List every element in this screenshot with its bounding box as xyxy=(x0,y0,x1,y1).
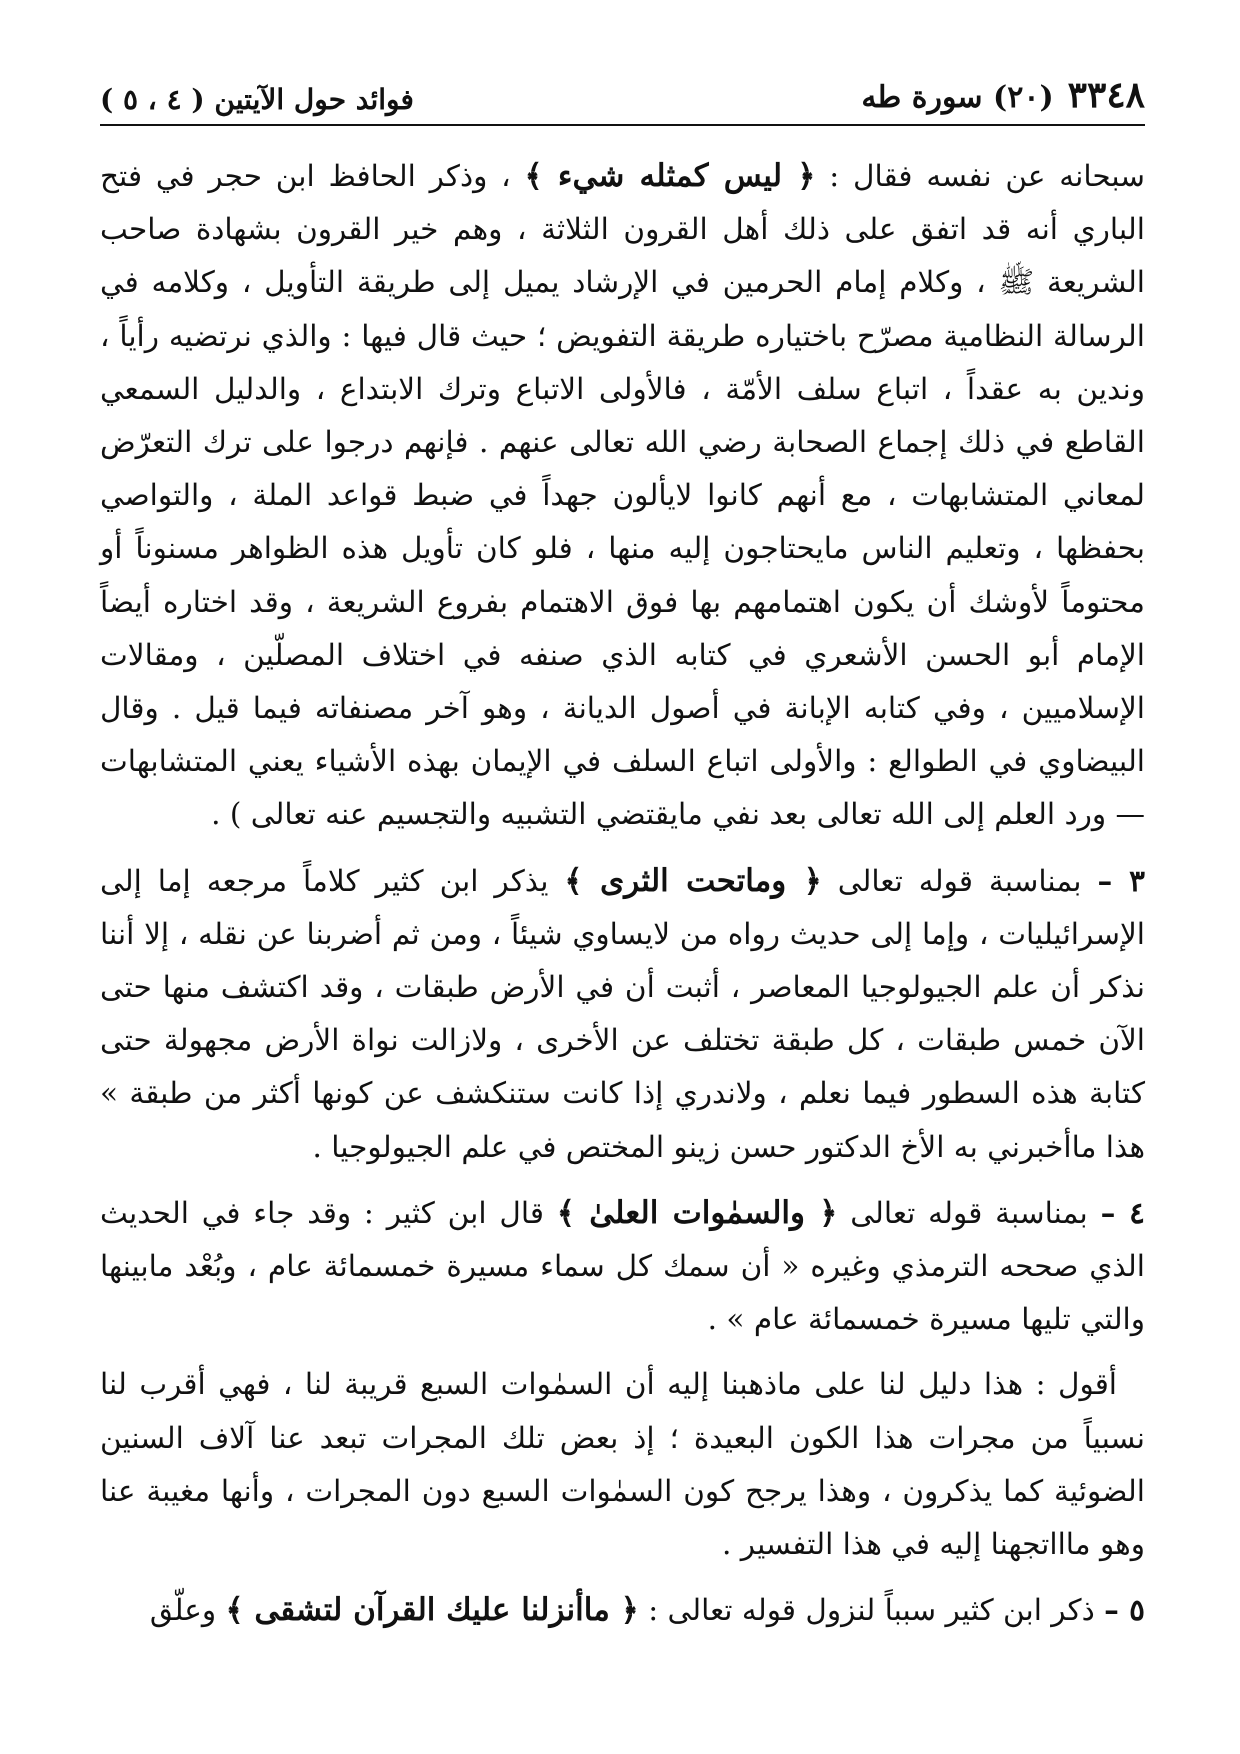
header-right-group xyxy=(861,74,1145,116)
paragraph-continuation xyxy=(100,150,1145,842)
paragraph-point-5 xyxy=(100,1583,1145,1637)
paragraph-text: يذكر ابن كثير كلاماً مرجعه إما إلى الإسرائيليات ، وإما إلى حديث رواه من لايساوي شيئاً ، ومن ثم أضربنا عن نقله ، إلا أننا نذكر أن علم الجيولوجيا المعاصر ، أثبت أن في الأرض طبقات ، وقد اكتشف منها حتى الآن خمس طبقات ، كل طبقة تختلف عن الأخرى ، ولازالت نواة الأرض مجهولة حتى كتابة هذه السطور فيما نعلم ، ولاندري إذا كانت ستنكشف عن كونها أكثر من طبقة » هذا ماأخبرني به الأخ الدكتور حسن زينو المختص في علم الجيولوجيا . xyxy=(100,863,1145,1164)
point-number: ٤ – xyxy=(1100,1194,1145,1230)
running-header xyxy=(100,56,1145,126)
section-title: فوائد حول الآيتين ( ٤ ، ٥ ) xyxy=(100,83,414,116)
surah-title: (٢٠) سورة طه xyxy=(861,80,1054,115)
paragraph-point-3 xyxy=(100,854,1145,1174)
paragraph-text: سبحانه عن نفسه فقال : xyxy=(815,159,1145,193)
point-number: ٥ – xyxy=(1104,1592,1145,1628)
paragraph-text: بمناسبة قوله تعالى xyxy=(837,1195,1101,1230)
quran-verse: ﴿ ليس كمثله شيء ﴾ xyxy=(524,158,816,194)
quran-verse: ﴿ والسمٰوات العلىٰ ﴾ xyxy=(556,1194,838,1231)
paragraph-commentary xyxy=(100,1358,1145,1571)
paragraph-text: بمناسبة قوله تعالى xyxy=(821,863,1098,898)
body-text xyxy=(100,150,1145,1649)
paragraph-point-4 xyxy=(100,1186,1145,1347)
page-number: ٣٣٤٨ xyxy=(1067,74,1145,116)
paragraph-text: ، وذكر الحافظ ابن حجر في فتح الباري أنه قد اتفق على ذلك أهل القرون الثلاثة ، وهم خير القرون بشهادة صاحب الشريعة ﷺ ، وكلام إمام الحرمين في الإرشاد يميل إلى طريقة التأويل ، وكلامه في الرسالة النظامية مصرّح باختياره طريقة التفويض ؛ حيث قال فيها : والذي نرتضيه رأياً ، وندين به عقداً ، اتباع سلف الأمّة ، فالأولى الاتباع وترك الابتداع ، والدليل السمعي القاطع في ذلك إجماع الصحابة رضي الله تعالى عنهم . فإنهم درجوا على ترك التعرّض لمعاني المتشابهات ، مع أنهم كانوا لايألون جهداً في ضبط قواعد الملة ، والتواصي بحفظها ، وتعليم الناس مايحتاجون إليه منها ، فلو كان تأويل هذه الظواهر مسنوناً أو محتوماً لأوشك أن يكون اهتمامهم بها فوق الاهتمام بفروع الشريعة ، وقد اختاره أيضاً الإمام أبو الحسن الأشعري في كتابه الذي صنفه في اختلاف المصلّين ، ومقالات الإسلاميين ، وفي كتابه الإبانة في أصول الديانة ، وهو آخر مصنفاته فيما قيل . وقال البيضاوي في الطوالع : والأولى اتباع السلف في الإيمان بهذه الأشياء يعني المتشابهات — ورد العلم إلى الله تعالى بعد نفي مايقتضي التشبيه والتجسيم عنه تعالى ) . xyxy=(100,159,1145,832)
quran-verse: ﴿ وماتحت الثرى ﴾ xyxy=(564,862,822,899)
quran-verse: ﴿ ماأنزلنا عليك القرآن لتشقى ﴾ xyxy=(225,1592,639,1629)
paragraph-text: ذكر ابن كثير سبباً لنزول قوله تعالى : xyxy=(638,1593,1105,1628)
point-number: ٣ – xyxy=(1097,862,1145,898)
paragraph-text: أقول : هذا دليل لنا على ماذهبنا إليه أن السمٰوات السبع قريبة لنا ، فهي أقرب لنا نسبياً من مجرات هذا الكون البعيدة ؛ إذ بعض تلك المجرات تبعد عنا آلاف السنين الضوئية كما يذكرون ، وهذا يرجح كون السمٰوات السبع دون المجرات ، وأنها مغيبة عنا وهو ماااتجهنا إليه في هذا التفسير . xyxy=(100,1367,1145,1562)
paragraph-text: وعلّق xyxy=(149,1593,226,1628)
paragraph-text: قال ابن كثير : وقد جاء في الحديث الذي صححه الترمذي وغيره « أن سمك كل سماء مسيرة خمسمائة عام ، وبُعْد مابينها والتي تليها مسيرة خمسمائة عام » . xyxy=(100,1195,1145,1337)
